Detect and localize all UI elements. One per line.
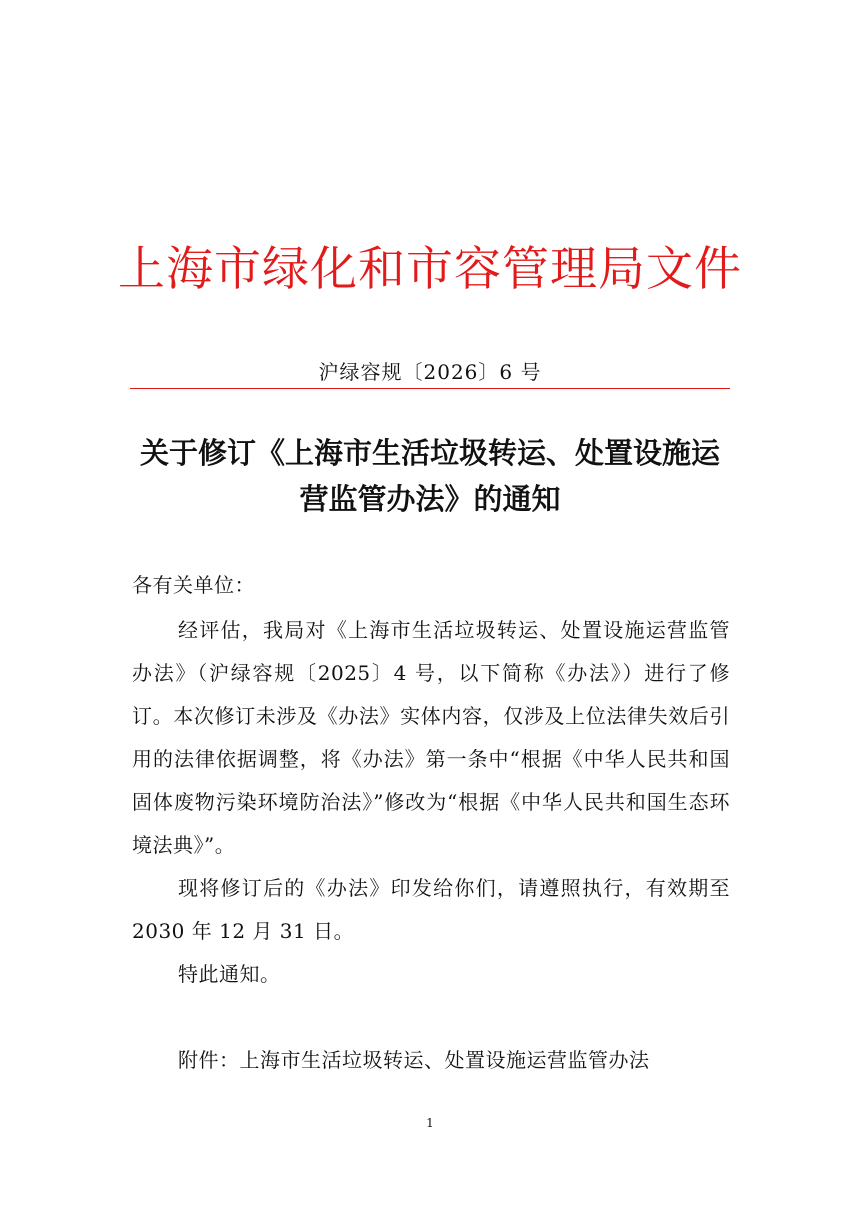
- page-number: 1: [426, 1116, 434, 1130]
- red-divider-line: [130, 388, 730, 389]
- addressee: 各有关单位：: [132, 573, 255, 597]
- attachment-line: 附件：上海市生活垃圾转运、处置设施运营监管办法: [178, 1048, 650, 1072]
- body-paragraph-2: 现将修订后的《办法》印发给你们，请遵照执行，有效期至 2030 年 12 月 31 日。: [132, 876, 730, 943]
- closing-line: 特此通知。: [178, 962, 281, 986]
- agency-header-title: 上海市绿化和市容管理局文件: [118, 242, 742, 297]
- body-paragraph-1: 经评估，我局对《上海市生活垃圾转运、处置设施运营监管办法》（沪绿容规〔2025〕4 号，以下简称《办法》）进行了修订。本次修订未涉及《办法》实体内容，仅涉及上位法律失效后引用的法律依据调整，将《办法》第一条中“根据《中华人民共和国固体废物污染环境防治法》”修改为“根据《中华人民共和国生态环境法典》”。: [132, 618, 730, 857]
- notice-title: 关于修订《上海市生活垃圾转运、处置设施运营监管办法》的通知: [139, 436, 720, 516]
- document-number: 沪绿容规〔2026〕6 号: [318, 360, 542, 384]
